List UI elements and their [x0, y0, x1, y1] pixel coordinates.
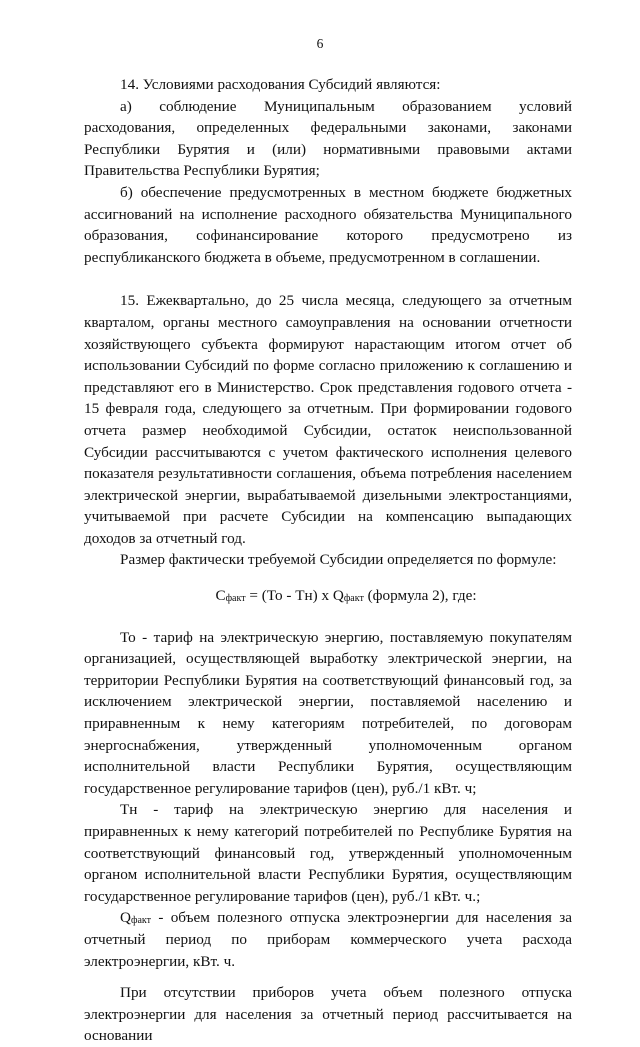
document-body: [84, 74, 572, 1047]
section-14-item-b: б) обеспечение предусмотренных в местном бюджете бюджетных ассигнований на исполнение расходного обязательства Муниципального образования, софинансирование которого предусмотрено из республиканского бюджета в объеме, предусмотренном в соглашении.: [84, 183, 572, 266]
paragraph-gap: [84, 972, 572, 982]
section-15-last-paragraph: При отсутствии приборов учета объем полезного отпуска электроэнергии для населения за отчетный период рассчитывается на основании: [84, 984, 572, 1045]
definition-q-text: - объем полезного отпуска электроэнергии для населения за отчетный период по приборам коммерческого учета расхода электроэнергии, кВт. ч.: [84, 909, 572, 970]
formula-lhs-subscript: факт: [225, 593, 246, 605]
section-gap: [84, 268, 572, 290]
section-14-title: 14. Условиями расходования Субсидий являются:: [120, 76, 441, 93]
section-15-paragraph-2: Размер фактически требуемой Субсидии определяется по формуле:: [120, 551, 557, 569]
definition-q-symbol: Q: [120, 909, 131, 927]
formula-tail: (формула 2), где:: [363, 587, 477, 605]
page-number: 6: [316, 36, 324, 51]
definition-q: [84, 907, 572, 972]
definition-q-subscript: факт: [130, 915, 151, 927]
formula-2: [84, 585, 572, 607]
section-14-item-a: а) соблюдение Муниципальным образованием условий расходования, определенных федеральными законами, законами Республики Бурятия и (или) нормативными правовыми актами Правительства Республики Бурятия;: [84, 97, 572, 180]
section-15-paragraph-1: 15. Ежеквартально, до 25 числа месяца, следующего за отчетным кварталом, органы местного самоуправления на основании отчетности хозяйствующего субъекта формируют нарастающим итогом отчет об использовании Субсидий по форме согласно приложению к соглашению и представляют его в Министерство. Срок представления годового отчета - 15 февраля года, следующего за отчетным. При формировании годового отчета размер необходимой Субсидии, остаток неиспользованной Субсидии рассчитываются с учетом фактического исполнения целевого показателя результативности соглашения, объема потребления населением электрической энергии, вырабатываемой дизельными электростанциями, учитываемой при расчете Субсидии на компенсацию выпадающих доходов за отчетный год.: [84, 292, 572, 547]
formula-lhs: С: [215, 587, 226, 605]
definition-tn: Тн - тариф на электрическую энергию для населения и приравненных к нему категорий потребителей по Республике Бурятия на соответствующий финансовый год, утвержденный уполномоченным органом исполнительной власти Республики Бурятия, осуществляющим государственное регулирование тарифов (цен), руб./1 кВт. ч.;: [84, 801, 572, 905]
definition-to: То - тариф на электрическую энергию, поставляемую покупателям организацией, осуществляющей выработку электрической энергии, на территории Республики Бурятия на соответствующий финансовый год, за исключением электрической энергии, поставляемой населению и приравненным к нему категориям потребителей, по договорам энергоснабжения, утвержденный уполномоченным органом исполнительной власти Республики Бурятия, осуществляющим государственное регулирование тарифов (цен), руб./1 кВт. ч;: [84, 628, 572, 797]
formula-q-subscript: факт: [343, 593, 364, 605]
formula-middle: = (То - Тн) х Q: [245, 587, 344, 605]
